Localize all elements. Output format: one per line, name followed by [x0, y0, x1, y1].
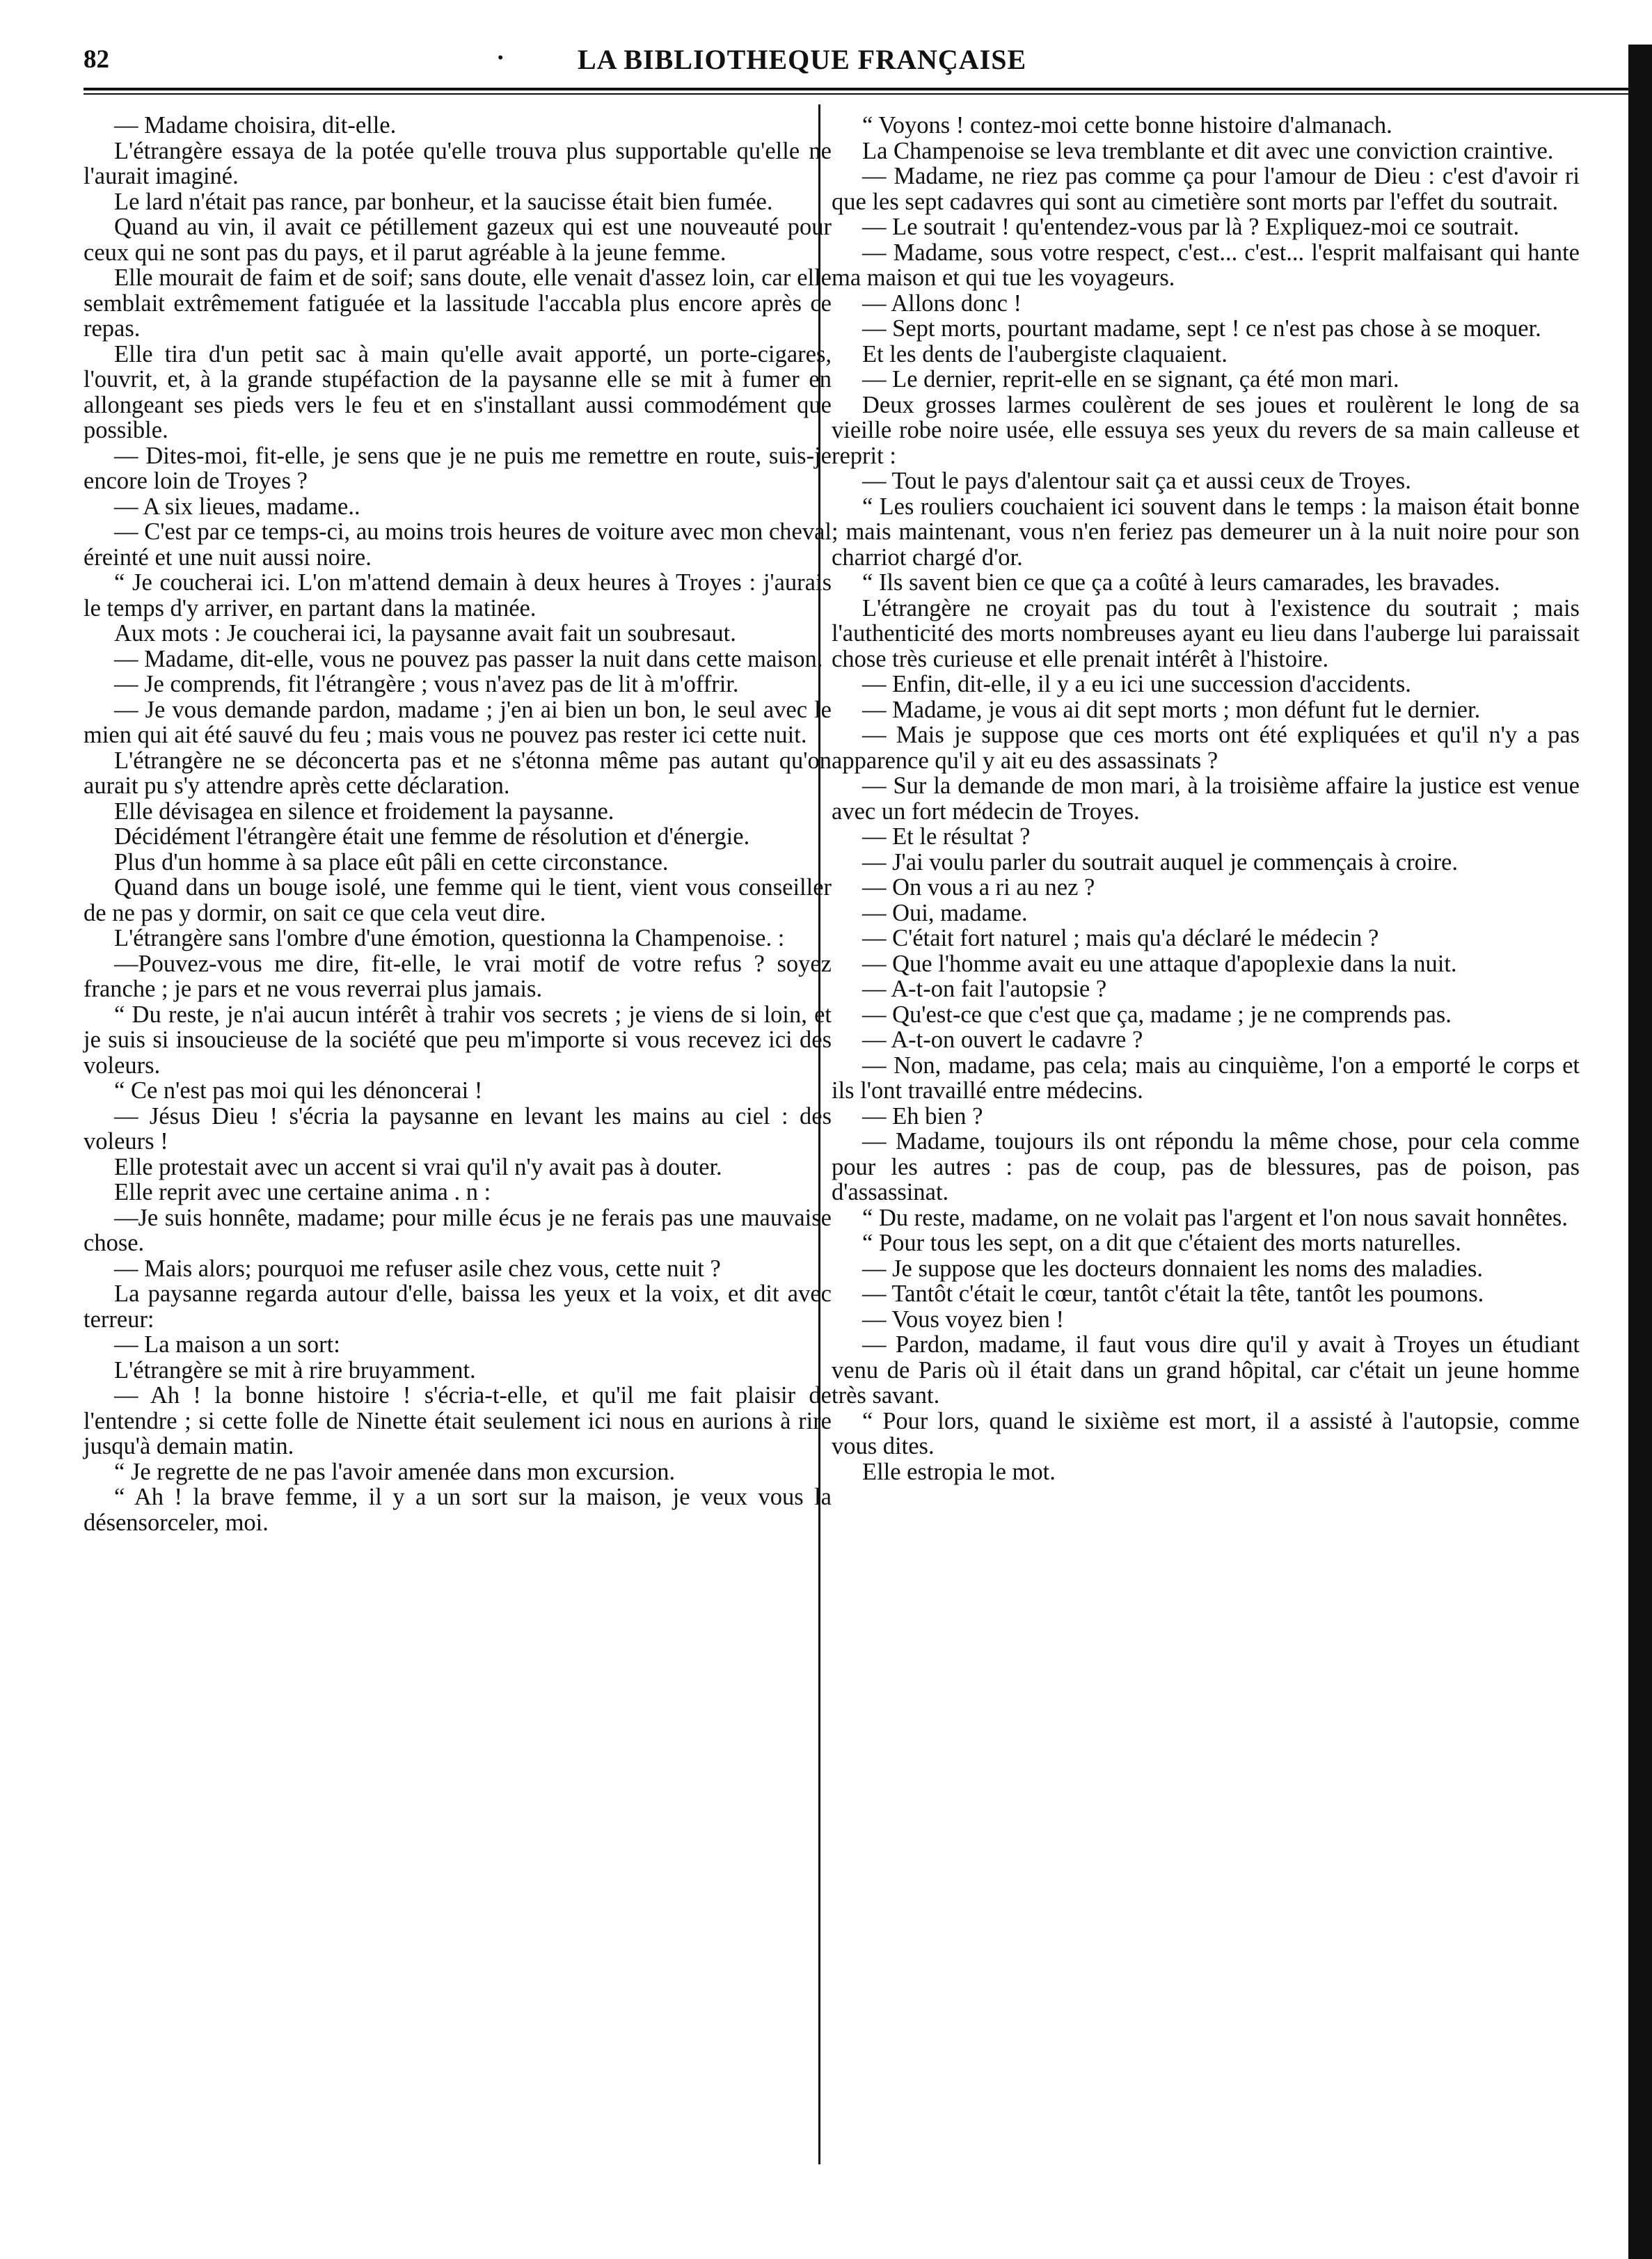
paragraph: Et les dents de l'aubergiste claquaient.: [862, 340, 1228, 367]
paragraph: — Madame choisira, dit-elle.: [114, 112, 397, 138]
paragraph: — Tantôt c'était le cœur, tantôt c'était la tête, tantôt les poumons.: [862, 1281, 1484, 1307]
paragraph: La Champenoise se leva tremblante et dit avec une conviction craintive.: [862, 137, 1554, 164]
paragraph: L'étrangère ne croyait pas du tout à l'existence du soutrait ; mais l'authenticité des morts nombreuses ayant eu lieu dans l'auberge lui paraissait chose très curieuse et elle prenait intérêt à l'histoire.: [832, 594, 1580, 672]
paragraph: “ Pour tous les sept, on a dit que c'étaient des morts naturelles.: [862, 1230, 1461, 1256]
paragraph: — Jésus Dieu ! s'écria la paysanne en levant les mains au ciel : des voleurs !: [84, 1102, 832, 1155]
paragraph: — A-t-on fait l'autopsie ?: [862, 976, 1107, 1002]
paragraph: Le lard n'était pas rance, par bonheur, et la saucisse était bien fumée.: [114, 188, 773, 215]
paragraph: — Je suppose que les docteurs donnaient les noms des maladies.: [862, 1255, 1484, 1282]
paragraph: “ Ils savent bien ce que ça a coûté à leurs camarades, les bravades.: [862, 569, 1500, 596]
paragraph: — Enfin, dit-elle, il y a eu ici une succession d'accidents.: [862, 671, 1411, 697]
paragraph: — Oui, madame.: [862, 899, 1028, 926]
paragraph: Elle tira d'un petit sac à main qu'elle avait apporté, un porte-cigares, l'ouvrit, et, à la grande stupéfaction de la paysanne elle se mit à fumer en allongeant ses pieds vers le feu et en s'installant aussi commodément que possible.: [84, 340, 832, 443]
paragraph: “ Du reste, madame, on ne volait pas l'argent et l'on nous savait honnêtes.: [862, 1204, 1568, 1231]
scan-margin-bar: [1628, 45, 1652, 2259]
paragraph: Elle mourait de faim et de soif; sans doute, elle venait d'assez loin, car elle semblait extrêmement fatiguée et la lassitude l'accabla plus encore après ce repas.: [84, 264, 832, 342]
paragraph: Plus d'un homme à sa place eût pâli en cette circonstance.: [114, 848, 669, 875]
paragraph: — A six lieues, madame..: [114, 493, 360, 520]
paragraph: — On vous a ri au nez ?: [862, 874, 1095, 901]
paragraph: — Pardon, madame, il faut vous dire qu'il y avait à Troyes un étudiant venu de Paris où il était dans un grand hôpital, car c'était un jeune homme très savant.: [832, 1331, 1580, 1409]
paragraph: — Sur la demande de mon mari, à la troisième affaire la justice est venue avec un fort médecin de Troyes.: [832, 772, 1580, 825]
paragraph: —Je suis honnête, madame; pour mille écus je ne ferais pas une mauvaise chose.: [84, 1204, 832, 1256]
paragraph: — Madame, sous votre respect, c'est... c'est... l'esprit malfaisant qui hante ma maison et qui tue les voyageurs.: [832, 239, 1580, 291]
paragraph: — Eh bien ?: [862, 1102, 983, 1130]
paragraph: Elle reprit avec une certaine anima . n :: [114, 1179, 491, 1205]
paragraph: — Non, madame, pas cela; mais au cinquième, l'on a emporté le corps et ils l'ont travaillé entre médecins.: [832, 1052, 1580, 1104]
paragraph: — Le soutrait ! qu'entendez-vous par là ? Expliquez-moi ce soutrait.: [862, 214, 1520, 240]
running-title: LA BIBLIOTHEQUE FRANÇAISE: [578, 44, 1027, 75]
paragraph: — A-t-on ouvert le cadavre ?: [862, 1027, 1143, 1053]
paragraph: “ Ah ! la brave femme, il y a un sort sur la maison, je veux vous la désensorceler, moi.: [84, 1484, 832, 1536]
paragraph: — Sept morts, pourtant madame, sept ! ce n'est pas chose à se moquer.: [862, 315, 1541, 342]
paragraph: —Pouvez-vous me dire, fit-elle, le vrai motif de votre refus ? soyez franche ; je pars et ne vous reverrai plus jamais.: [84, 950, 832, 1002]
paragraph: “ Je coucherai ici. L'on m'attend demain à deux heures à Troyes : j'aurais le temps d'y arriver, en partant dans la matinée.: [84, 569, 832, 621]
paragraph: — Que l'homme avait eu une attaque d'apoplexie dans la nuit.: [862, 950, 1457, 977]
paragraph: — Vous voyez bien !: [862, 1306, 1065, 1333]
paragraph: Aux mots : Je coucherai ici, la paysanne avait fait un soubresaut.: [114, 620, 736, 647]
paragraph: L'étrangère essaya de la potée qu'elle trouva plus supportable qu'elle ne l'aurait imaginé.: [84, 137, 832, 189]
paragraph: Elle protestait avec un accent si vrai qu'il n'y avait pas à douter.: [114, 1153, 722, 1180]
paragraph: L'étrangère se mit à rire bruyamment.: [114, 1356, 476, 1384]
paragraph: — Allons donc !: [862, 290, 1022, 317]
header-separator-dot: ·: [496, 44, 505, 72]
paragraph: “ Les rouliers couchaient ici souvent dans le temps : la maison était bonne ; mais maintenant, vous n'en feriez pas demeurer un à la nuit noire pour son charriot chargé d'or.: [832, 493, 1580, 571]
paragraph: — Ah ! la bonne histoire ! s'écria-t-elle, et qu'il me fait plaisir de l'entendre ; si cette folle de Ninette était seulement ici nous en aurions à rire jusqu'à demain matin.: [84, 1382, 832, 1459]
paragraph: — Le dernier, reprit-elle en se signant, ça été mon mari.: [862, 366, 1399, 393]
paragraph: — Qu'est-ce que c'est que ça, madame ; je ne comprends pas.: [862, 1001, 1452, 1028]
paragraph: Elle estropia le mot.: [862, 1458, 1056, 1485]
paragraph: Décidément l'étrangère était une femme de résolution et d'énergie.: [114, 823, 750, 850]
paragraph: — La maison a un sort:: [114, 1331, 340, 1358]
paragraph: La paysanne regarda autour d'elle, baissa les yeux et la voix, et dit avec terreur:: [84, 1281, 832, 1333]
paragraph: “ Voyons ! contez-moi cette bonne histoire d'almanach.: [862, 112, 1392, 138]
paragraph: — J'ai voulu parler du soutrait auquel je commençais à croire.: [862, 848, 1458, 875]
paragraph: Deux grosses larmes coulèrent de ses joues et roulèrent le long de sa vieille robe noire usée, elle essuya ses yeux du revers de sa main calleuse et reprit :: [832, 391, 1580, 469]
page-header: [84, 39, 1628, 88]
paragraph: “ Ce n'est pas moi qui les dénoncerai !: [114, 1077, 483, 1104]
paragraph: — Et le résultat ?: [862, 823, 1031, 850]
paragraph: — Mais je suppose que ces morts ont été expliquées et qu'il n'y a pas apparence qu'il y ait eu des assassinats ?: [832, 722, 1580, 774]
paragraph: “ Du reste, je n'ai aucun intérêt à trahir vos secrets ; je viens de si loin, et je suis si insoucieuse de la société que peu m'importe si vous recevez ici des voleurs.: [84, 1001, 832, 1079]
paragraph: — Madame, ne riez pas comme ça pour l'amour de Dieu : c'est d'avoir ri que les sept cadavres qui sont au cimetière sont morts par l'effet du soutrait.: [832, 163, 1580, 215]
paragraph: — Madame, je vous ai dit sept morts ; mon défunt fut le dernier.: [862, 696, 1481, 723]
paragraph: — Madame, toujours ils ont répondu la même chose, pour cela comme pour les autres : pas de coup, pas de blessures, pas de poison, pas d'assassinat.: [832, 1128, 1580, 1205]
left-column: [84, 113, 832, 1535]
header-rule-thick: [84, 88, 1628, 90]
paragraph: Quand au vin, il avait ce pétillement gazeux qui est une nouveauté pour ceux qui ne sont pas du pays, et il parut agréable à la jeune femme.: [84, 214, 832, 266]
paragraph: — C'est par ce temps-ci, au moins trois heures de voiture avec mon cheval éreinté et une nuit aussi noire.: [84, 518, 832, 571]
paragraph: Elle dévisagea en silence et froidement la paysanne.: [114, 798, 614, 825]
paragraph: — C'était fort naturel ; mais qu'a déclaré le médecin ?: [862, 925, 1379, 951]
paragraph: — Madame, dit-elle, vous ne pouvez pas passer la nuit dans cette maison.: [114, 645, 823, 672]
right-column: [832, 113, 1580, 1484]
paragraph: L'étrangère sans l'ombre d'une émotion, questionna la Champenoise. :: [114, 925, 785, 951]
paragraph: “ Je regrette de ne pas l'avoir amenée dans mon excursion.: [114, 1458, 676, 1485]
paragraph: — Je comprends, fit l'étrangère ; vous n'avez pas de lit à m'offrir.: [114, 671, 739, 697]
paragraph: — Je vous demande pardon, madame ; j'en ai bien un bon, le seul avec le mien qui ait été sauvé du feu ; mais vous ne pouvez pas rester ici cette nuit.: [84, 696, 832, 748]
paragraph: — Mais alors; pourquoi me refuser asile chez vous, cette nuit ?: [114, 1255, 721, 1282]
paragraph: L'étrangère ne se déconcerta pas et ne s'étonna même pas autant qu'on aurait pu s'y attendre après cette déclaration.: [84, 747, 832, 799]
paragraph: — Tout le pays d'alentour sait ça et aussi ceux de Troyes.: [862, 468, 1411, 494]
page-number: 82: [84, 45, 109, 74]
paragraph: “ Pour lors, quand le sixième est mort, il a assisté à l'autopsie, comme vous dites.: [832, 1407, 1580, 1459]
paragraph: Quand dans un bouge isolé, une femme qui le tient, vient vous conseiller de ne pas y dormir, on sait ce que cela veut dire.: [84, 874, 832, 926]
paragraph: — Dites-moi, fit-elle, je sens que je ne puis me remettre en route, suis-je encore loin de Troyes ?: [84, 442, 832, 494]
header-rule-thin: [84, 93, 1628, 95]
